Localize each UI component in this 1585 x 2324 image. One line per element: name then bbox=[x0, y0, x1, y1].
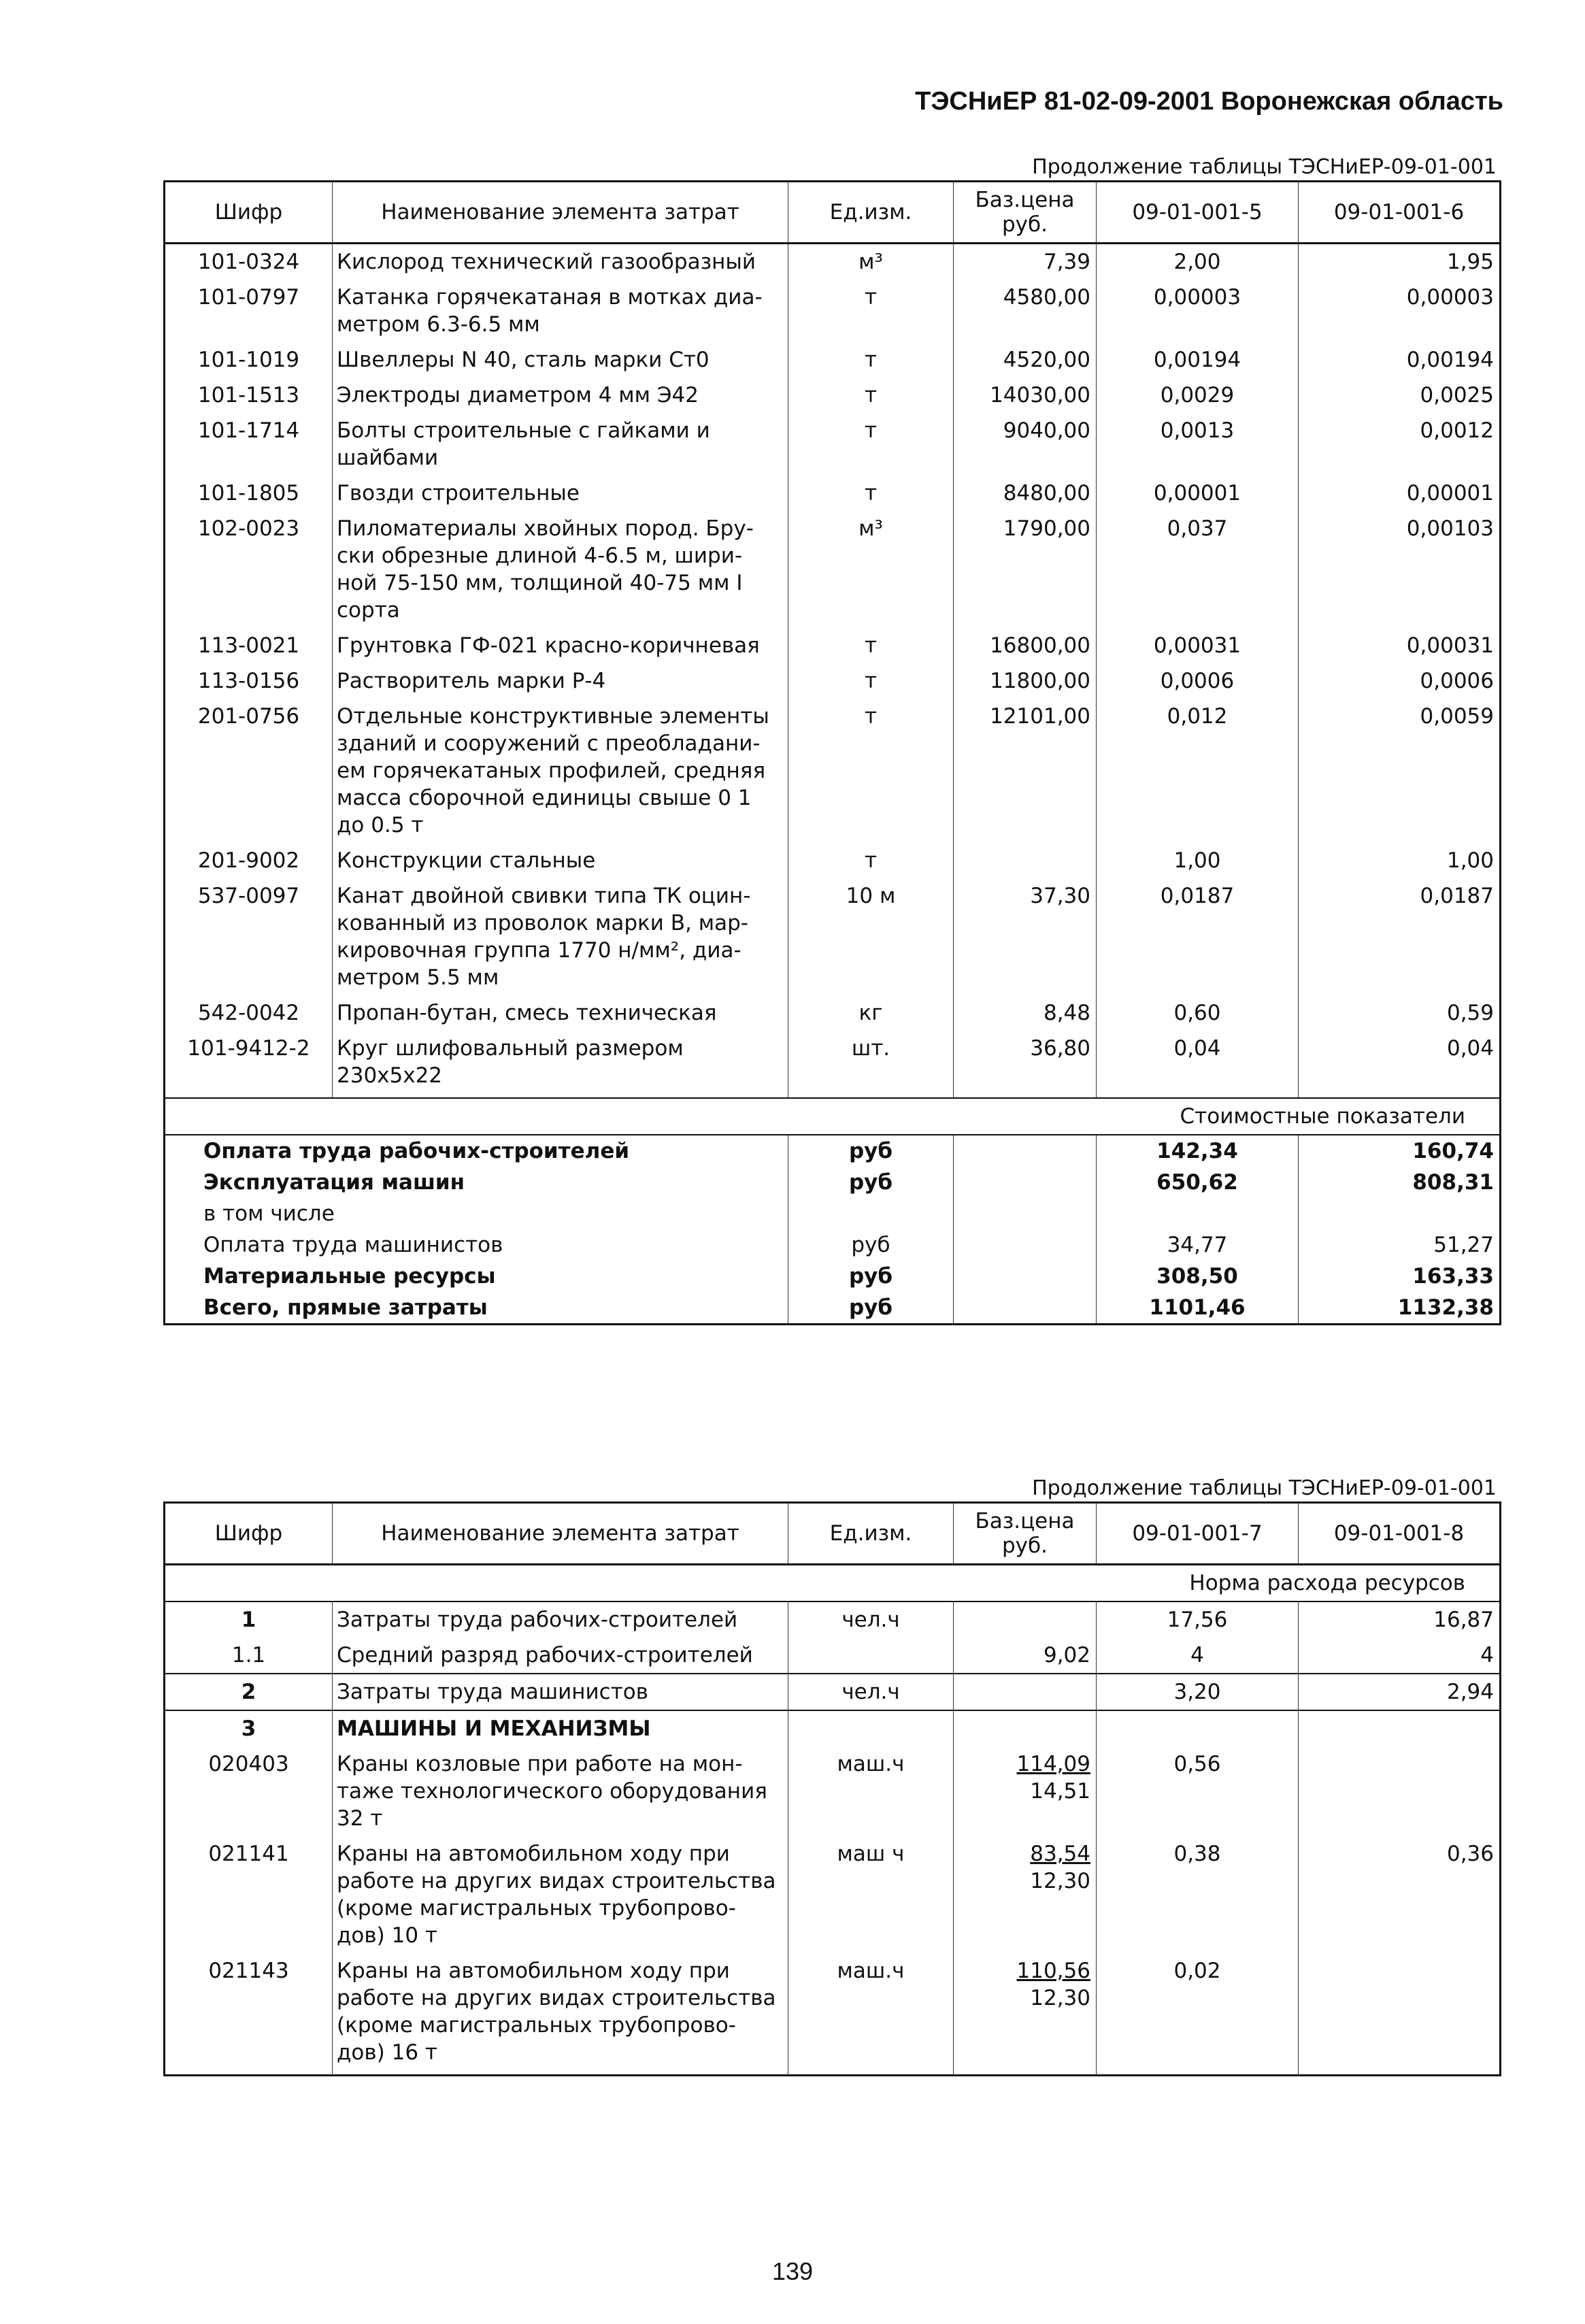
table-continuation-caption: Продолжение таблицы ТЭСНиЕР-09-01-001 bbox=[1032, 155, 1497, 179]
resource-table-1 bbox=[163, 180, 1501, 1325]
col-header-name: Наименование элемента затрат bbox=[333, 182, 788, 244]
row-value-b: 0,36 bbox=[1299, 1836, 1501, 1953]
row-base-price bbox=[954, 1746, 1097, 1836]
row-value-b: 0,04 bbox=[1299, 1031, 1501, 1098]
table-row bbox=[165, 995, 1501, 1031]
cost-value-b: 808,31 bbox=[1299, 1167, 1501, 1198]
row-unit: шт. bbox=[788, 1031, 954, 1098]
row-value-a: 17,56 bbox=[1097, 1601, 1299, 1638]
row-code: 101-1714 bbox=[165, 413, 333, 476]
row-name: Электроды диаметром 4 мм Э42 bbox=[333, 378, 788, 413]
row-value-a: 0,00003 bbox=[1097, 280, 1299, 342]
row-value-b: 0,00001 bbox=[1299, 476, 1501, 511]
row-base-price: 4520,00 bbox=[954, 342, 1097, 378]
cost-value-b: 163,33 bbox=[1299, 1261, 1501, 1292]
row-base-price: 8480,00 bbox=[954, 476, 1097, 511]
row-value-a: 0,037 bbox=[1097, 511, 1299, 628]
row-base-price: 9,02 bbox=[954, 1638, 1097, 1674]
row-code: 021141 bbox=[165, 1836, 333, 1953]
row-base-price: 16800,00 bbox=[954, 628, 1097, 663]
cost-label: Всего, прямые затраты bbox=[165, 1292, 788, 1325]
row-unit: маш.ч bbox=[788, 1746, 954, 1836]
cost-empty bbox=[954, 1135, 1097, 1167]
cost-row bbox=[165, 1135, 1501, 1167]
row-name: Затраты труда машинистов bbox=[333, 1674, 788, 1710]
table-header-row bbox=[165, 1503, 1501, 1565]
row-value-b: 0,00031 bbox=[1299, 628, 1501, 663]
row-unit: 10 м bbox=[788, 878, 954, 995]
row-value-b: 16,87 bbox=[1299, 1601, 1501, 1638]
cost-unit: руб bbox=[788, 1135, 954, 1167]
norm-header-row bbox=[165, 1565, 1501, 1602]
row-value-a: 0,0013 bbox=[1097, 413, 1299, 476]
table-row bbox=[165, 628, 1501, 663]
row-base-price: 14030,00 bbox=[954, 378, 1097, 413]
row-unit: т bbox=[788, 342, 954, 378]
page-number: 139 bbox=[771, 2257, 814, 2285]
base-price-total: 83,54 bbox=[1030, 1842, 1090, 1866]
row-code: 1.1 bbox=[165, 1638, 333, 1674]
row-code: 1 bbox=[165, 1601, 333, 1638]
row-unit: т bbox=[788, 628, 954, 663]
table-header-row bbox=[165, 182, 1501, 244]
cost-unit: руб bbox=[788, 1229, 954, 1261]
row-value-a: 0,012 bbox=[1097, 699, 1299, 843]
col-header-variant-b: 09-01-001-8 bbox=[1299, 1503, 1501, 1565]
document-header: ТЭСНиЕР 81-02-09-2001 Воронежская область bbox=[915, 87, 1503, 116]
row-base-price: 8,48 bbox=[954, 995, 1097, 1031]
row-name: Отдельные конструктивные элементы зданий и сооружений с преобладани- ем горячекатаных профилей, средняя масса сборочной единицы свыше 0 1 до 0.5 т bbox=[333, 699, 788, 843]
row-base-price: 12101,00 bbox=[954, 699, 1097, 843]
row-name: Затраты труда рабочих-строителей bbox=[333, 1601, 788, 1638]
table-row bbox=[165, 1674, 1501, 1710]
cost-empty bbox=[954, 1292, 1097, 1325]
col-header-name: Наименование элемента затрат bbox=[333, 1503, 788, 1565]
base-price-total: 110,56 bbox=[1016, 1959, 1090, 1983]
row-unit: т bbox=[788, 699, 954, 843]
row-unit: м³ bbox=[788, 511, 954, 628]
row-name: Растворитель марки Р-4 bbox=[333, 663, 788, 699]
row-name: Краны козловые при работе на мон- таже технологического оборудования 32 т bbox=[333, 1746, 788, 1836]
row-unit: т bbox=[788, 413, 954, 476]
col-header-variant-a: 09-01-001-7 bbox=[1097, 1503, 1299, 1565]
table-row bbox=[165, 244, 1501, 280]
cost-value-a bbox=[1097, 1198, 1299, 1229]
table-row bbox=[165, 1601, 1501, 1638]
row-code: 101-9412-2 bbox=[165, 1031, 333, 1098]
row-unit: т bbox=[788, 663, 954, 699]
row-unit: т bbox=[788, 843, 954, 878]
cost-row bbox=[165, 1261, 1501, 1292]
col-header-code: Шифр bbox=[165, 182, 333, 244]
cost-label: Материальные ресурсы bbox=[165, 1261, 788, 1292]
cost-row bbox=[165, 1292, 1501, 1325]
base-price-wage: 14,51 bbox=[1030, 1779, 1090, 1804]
cost-empty bbox=[954, 1229, 1097, 1261]
table-row bbox=[165, 1953, 1501, 2076]
col-header-variant-a: 09-01-001-5 bbox=[1097, 182, 1299, 244]
row-name: Средний разряд рабочих-строителей bbox=[333, 1638, 788, 1674]
row-value-a: 0,0187 bbox=[1097, 878, 1299, 995]
row-code: 101-1019 bbox=[165, 342, 333, 378]
row-name: Катанка горячекатаная в мотках диа- метром 6.3-6.5 мм bbox=[333, 280, 788, 342]
cost-unit: руб bbox=[788, 1292, 954, 1325]
row-value-a: 0,60 bbox=[1097, 995, 1299, 1031]
row-value-b: 0,0059 bbox=[1299, 699, 1501, 843]
row-base-price: 36,80 bbox=[954, 1031, 1097, 1098]
row-value-a: 0,0029 bbox=[1097, 378, 1299, 413]
cost-empty bbox=[954, 1261, 1097, 1292]
row-code: 101-1513 bbox=[165, 378, 333, 413]
col-header-unit: Ед.изм. bbox=[788, 182, 954, 244]
row-unit: чел.ч bbox=[788, 1601, 954, 1638]
row-name: Швеллеры N 40, сталь марки Ст0 bbox=[333, 342, 788, 378]
row-name: Краны на автомобильном ходу при работе на других видах строительства (кроме магистральных трубопрово- дов) 16 т bbox=[333, 1953, 788, 2076]
row-unit bbox=[788, 1638, 954, 1674]
cost-value-a: 308,50 bbox=[1097, 1261, 1299, 1292]
row-value-a: 0,00031 bbox=[1097, 628, 1299, 663]
row-code: 113-0156 bbox=[165, 663, 333, 699]
row-name: Грунтовка ГФ-021 красно-коричневая bbox=[333, 628, 788, 663]
table-row bbox=[165, 1031, 1501, 1098]
row-code: 2 bbox=[165, 1674, 333, 1710]
table-row bbox=[165, 878, 1501, 995]
cost-value-b: 1132,38 bbox=[1299, 1292, 1501, 1325]
base-price-total: 114,09 bbox=[1016, 1752, 1090, 1776]
table-row bbox=[165, 378, 1501, 413]
row-code: 020403 bbox=[165, 1746, 333, 1836]
row-unit: чел.ч bbox=[788, 1674, 954, 1710]
row-code: 101-0797 bbox=[165, 280, 333, 342]
cost-value-b bbox=[1299, 1198, 1501, 1229]
cost-row bbox=[165, 1198, 1501, 1229]
col-header-unit: Ед.изм. bbox=[788, 1503, 954, 1565]
cost-header-row bbox=[165, 1098, 1501, 1135]
table-row bbox=[165, 280, 1501, 342]
row-name: МАШИНЫ И МЕХАНИЗМЫ bbox=[333, 1710, 788, 1746]
row-value-a: 0,00001 bbox=[1097, 476, 1299, 511]
row-code: 201-0756 bbox=[165, 699, 333, 843]
row-unit: т bbox=[788, 378, 954, 413]
row-value-b: 0,00103 bbox=[1299, 511, 1501, 628]
cost-label: в том числе bbox=[165, 1198, 788, 1229]
row-value-b: 4 bbox=[1299, 1638, 1501, 1674]
row-code: 101-1805 bbox=[165, 476, 333, 511]
row-unit: кг bbox=[788, 995, 954, 1031]
row-name: Гвозди строительные bbox=[333, 476, 788, 511]
row-value-a: 1,00 bbox=[1097, 843, 1299, 878]
row-value-b bbox=[1299, 1746, 1501, 1836]
cost-indicators-header: Стоимостные показатели bbox=[165, 1098, 1501, 1135]
row-value-b: 1,00 bbox=[1299, 843, 1501, 878]
cost-value-b: 160,74 bbox=[1299, 1135, 1501, 1167]
row-value-a: 0,0006 bbox=[1097, 663, 1299, 699]
row-unit: м³ bbox=[788, 244, 954, 280]
cost-unit: руб bbox=[788, 1167, 954, 1198]
cost-row bbox=[165, 1229, 1501, 1261]
base-price-wage: 12,30 bbox=[1030, 1986, 1090, 2010]
row-value-b bbox=[1299, 1710, 1501, 1746]
row-name: Конструкции стальные bbox=[333, 843, 788, 878]
row-unit: т bbox=[788, 476, 954, 511]
table-row bbox=[165, 1836, 1501, 1953]
row-code: 537-0097 bbox=[165, 878, 333, 995]
resource-table-2 bbox=[163, 1501, 1501, 2076]
row-unit: маш ч bbox=[788, 1836, 954, 1953]
cost-value-a: 34,77 bbox=[1097, 1229, 1299, 1261]
row-code: 102-0023 bbox=[165, 511, 333, 628]
cost-unit bbox=[788, 1198, 954, 1229]
row-name: Кислород технический газообразный bbox=[333, 244, 788, 280]
row-value-b: 0,00003 bbox=[1299, 280, 1501, 342]
row-value-a: 0,56 bbox=[1097, 1746, 1299, 1836]
table-row bbox=[165, 699, 1501, 843]
row-base-price: 37,30 bbox=[954, 878, 1097, 995]
col-header-price: Баз.цена руб. bbox=[954, 182, 1097, 244]
row-base-price: 11800,00 bbox=[954, 663, 1097, 699]
table-row bbox=[165, 1710, 1501, 1746]
row-name: Канат двойной свивки типа ТК оцин- кованный из проволок марки В, мар- кировочная группа 1770 н/мм², диа- метром 5.5 мм bbox=[333, 878, 788, 995]
table-continuation-caption-2: Продолжение таблицы ТЭСНиЕР-09-01-001 bbox=[1032, 1476, 1497, 1500]
table-row bbox=[165, 476, 1501, 511]
cost-label: Оплата труда машинистов bbox=[165, 1229, 788, 1261]
table-row bbox=[165, 511, 1501, 628]
resource-norm-header: Норма расхода ресурсов bbox=[165, 1565, 1501, 1602]
col-header-price: Баз.цена руб. bbox=[954, 1503, 1097, 1565]
row-base-price bbox=[954, 1710, 1097, 1746]
row-name: Круг шлифовальный размером 230х5х22 bbox=[333, 1031, 788, 1098]
row-name: Болты строительные с гайками и шайбами bbox=[333, 413, 788, 476]
row-value-b: 0,0187 bbox=[1299, 878, 1501, 995]
row-code: 021143 bbox=[165, 1953, 333, 2076]
row-unit: маш.ч bbox=[788, 1953, 954, 2076]
row-base-price bbox=[954, 1953, 1097, 2076]
cost-empty bbox=[954, 1198, 1097, 1229]
row-value-a: 0,00194 bbox=[1097, 342, 1299, 378]
row-value-a: 2,00 bbox=[1097, 244, 1299, 280]
row-base-price bbox=[954, 1836, 1097, 1953]
row-value-b: 0,00194 bbox=[1299, 342, 1501, 378]
table-row bbox=[165, 663, 1501, 699]
row-name: Пропан-бутан, смесь техническая bbox=[333, 995, 788, 1031]
cost-empty bbox=[954, 1167, 1097, 1198]
table-row bbox=[165, 413, 1501, 476]
cost-value-a: 1101,46 bbox=[1097, 1292, 1299, 1325]
table-row bbox=[165, 1638, 1501, 1674]
row-value-a: 0,02 bbox=[1097, 1953, 1299, 2076]
row-unit: т bbox=[788, 280, 954, 342]
row-base-price bbox=[954, 1601, 1097, 1638]
cost-unit: руб bbox=[788, 1261, 954, 1292]
row-value-b: 0,59 bbox=[1299, 995, 1501, 1031]
col-header-variant-b: 09-01-001-6 bbox=[1299, 182, 1501, 244]
row-value-a: 0,04 bbox=[1097, 1031, 1299, 1098]
row-value-b: 0,0006 bbox=[1299, 663, 1501, 699]
row-base-price: 4580,00 bbox=[954, 280, 1097, 342]
row-code: 101-0324 bbox=[165, 244, 333, 280]
row-base-price: 7,39 bbox=[954, 244, 1097, 280]
cost-label: Эксплуатация машин bbox=[165, 1167, 788, 1198]
row-base-price bbox=[954, 1674, 1097, 1710]
row-name: Краны на автомобильном ходу при работе на других видах строительства (кроме магистральных трубопрово- дов) 10 т bbox=[333, 1836, 788, 1953]
cost-value-a: 650,62 bbox=[1097, 1167, 1299, 1198]
row-value-a bbox=[1097, 1710, 1299, 1746]
row-code: 113-0021 bbox=[165, 628, 333, 663]
row-base-price: 9040,00 bbox=[954, 413, 1097, 476]
base-price-wage: 12,30 bbox=[1030, 1869, 1090, 1893]
cost-label: Оплата труда рабочих-строителей bbox=[165, 1135, 788, 1167]
row-name: Пиломатериалы хвойных пород. Бру- ски обрезные длиной 4-6.5 м, шири- ной 75-150 мм, толщиной 40-75 мм I сорта bbox=[333, 511, 788, 628]
row-value-b: 2,94 bbox=[1299, 1674, 1501, 1710]
col-header-code: Шифр bbox=[165, 1503, 333, 1565]
row-code: 201-9002 bbox=[165, 843, 333, 878]
row-value-b: 0,0012 bbox=[1299, 413, 1501, 476]
cost-value-a: 142,34 bbox=[1097, 1135, 1299, 1167]
row-base-price: 1790,00 bbox=[954, 511, 1097, 628]
table-row bbox=[165, 843, 1501, 878]
cost-row bbox=[165, 1167, 1501, 1198]
row-value-a: 0,38 bbox=[1097, 1836, 1299, 1953]
table-row bbox=[165, 342, 1501, 378]
row-unit bbox=[788, 1710, 954, 1746]
row-value-b: 1,95 bbox=[1299, 244, 1501, 280]
row-base-price bbox=[954, 843, 1097, 878]
row-value-a: 3,20 bbox=[1097, 1674, 1299, 1710]
cost-value-b: 51,27 bbox=[1299, 1229, 1501, 1261]
row-value-a: 4 bbox=[1097, 1638, 1299, 1674]
row-code: 3 bbox=[165, 1710, 333, 1746]
table-row bbox=[165, 1746, 1501, 1836]
row-code: 542-0042 bbox=[165, 995, 333, 1031]
row-value-b: 0,0025 bbox=[1299, 378, 1501, 413]
row-value-b bbox=[1299, 1953, 1501, 2076]
